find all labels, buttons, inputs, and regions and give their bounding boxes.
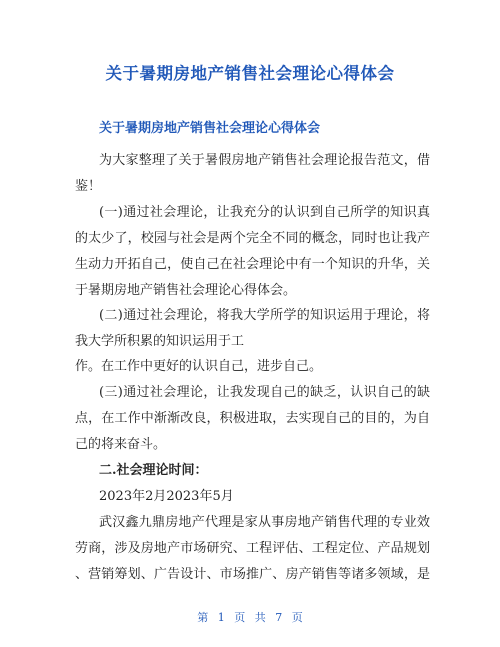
page-number: 第 1 页 共 7 页 — [197, 611, 303, 624]
paragraph-line: 我大学所积累的知识运用于工 — [75, 334, 245, 349]
paragraph-line: 鉴！ — [75, 179, 102, 194]
paragraph-line: 的太少了，校园与社会是两个完全不同的概念，同时也让我产 — [75, 231, 430, 246]
paragraph-line: 作。在工作中更好的认识自己，进步自己。 — [75, 359, 323, 374]
paragraph-line: 为大家整理了关于暑假房地产销售社会理论报告范文，借 — [99, 153, 430, 168]
paragraph-line: (二)通过社会理论，将我大学所学的知识运用于理论，将 — [99, 308, 430, 323]
paragraph-line: 、营销筹划、广告设计、市场推广、房产销售等诸多领域，是 — [75, 567, 430, 582]
paragraph-line: 点，在工作中渐渐改良，积极进取，去实现自己的目的，为自 — [75, 411, 430, 426]
paragraph-line: 劳商，涉及房地产市场研究、工程评估、工程定位、产品规划 — [75, 541, 430, 556]
page-title: 关于暑期房地产销售社会理论心得体会 — [105, 64, 395, 83]
paragraph-line: 二.社会理论时间： — [99, 463, 208, 478]
paragraph-line: (一)通过社会理论，让我充分的认识到自己所学的知识真 — [99, 205, 430, 220]
paragraph-line: 武汉鑫九鼎房地产代理是家从事房地产销售代理的专业效 — [99, 515, 430, 530]
paragraph-line: 2023年2月2023年5月 — [99, 489, 234, 504]
paragraph-line: (三)通过社会理论，让我发现自己的缺乏，认识自己的缺 — [99, 385, 430, 400]
paragraph-line: 己的将来奋斗。 — [75, 437, 167, 452]
section-heading: 关于暑期房地产销售社会理论心得体会 — [99, 121, 321, 136]
paragraph-line: 于暑期房地产销售社会理论心得体会。 — [75, 283, 297, 298]
paragraph-line: 生动力开拓自己，使自己在社会理论中有一个知识的升华，关 — [75, 257, 430, 272]
